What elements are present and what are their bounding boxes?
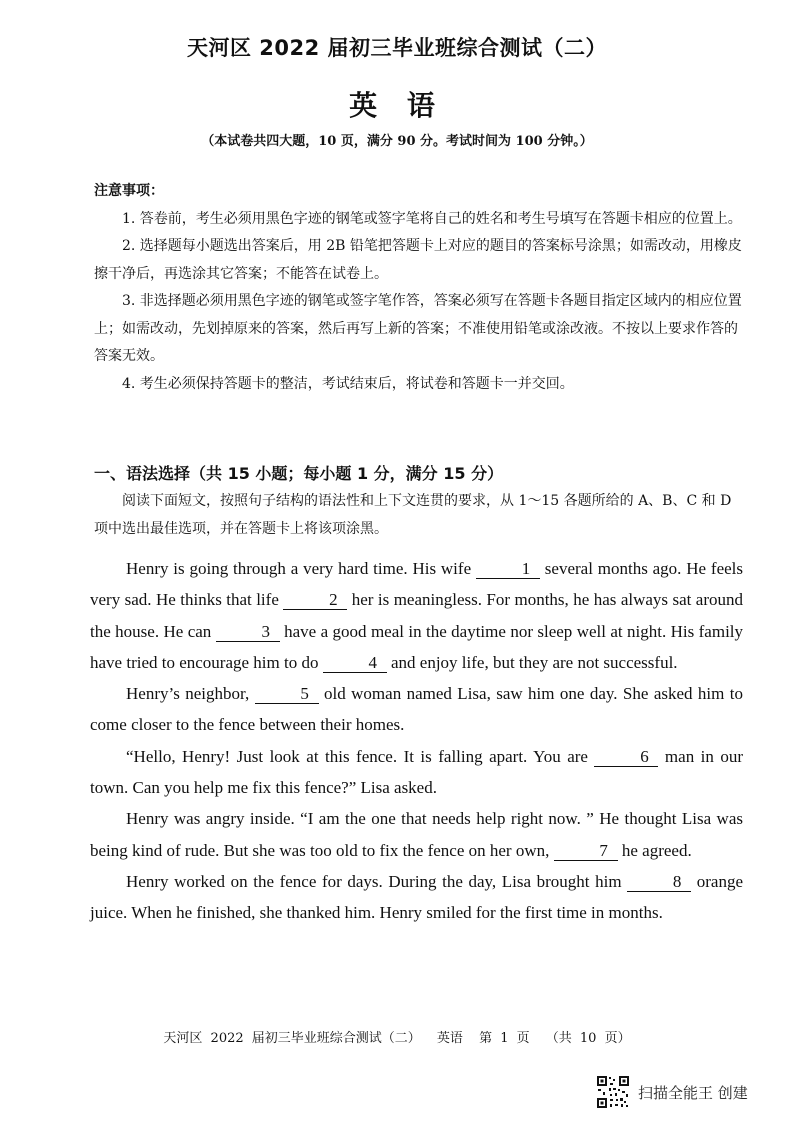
exam-info: （本试卷共四大题，10 页，满分 90 分。考试时间为 100 分钟。） <box>201 134 593 149</box>
section-title: 一、语法选择（共 15 小题；每小题 1 分，满分 15 分） <box>94 464 504 483</box>
footer-total: （共 10 页） <box>545 1031 631 1046</box>
watermark-text: 扫描全能王 创建 <box>638 1083 748 1102</box>
qr-code-icon <box>596 1075 630 1109</box>
blank-6: 6 <box>594 747 658 767</box>
passage-text: Henry worked on the fence for days. During the day, Lisa brought him <box>126 871 622 891</box>
passage-text: Henry’s neighbor, <box>126 684 250 704</box>
passage-paragraph-1 <box>90 553 743 678</box>
passage-text: and enjoy life, but they are not successful. <box>390 652 678 672</box>
page-footer <box>0 1027 794 1046</box>
passage-text: he agreed. <box>621 840 692 860</box>
notice-item-2: 2. 选择题每小题选出答案后，用 2B 铅笔把答题卡上对应的题目的答案标号涂黑；如需改动，用橡皮擦干净后，再选涂其它答案；不能答在试卷上。 <box>94 238 742 282</box>
notice-block <box>94 178 744 398</box>
blank-8: 8 <box>627 872 691 892</box>
footer-page: 第 1 页 <box>479 1031 530 1046</box>
passage-text: Henry is going through a very hard time. His wife <box>126 559 472 578</box>
passage-text: her is meaningless. For months, he has always sat around the house. He can <box>90 590 744 641</box>
blank-2: 2 <box>283 590 347 610</box>
blank-1: 1 <box>476 559 540 579</box>
blank-4: 4 <box>323 653 387 673</box>
section-instruction: 阅读下面短文，按照句子结构的语法性和上下文连贯的要求，从 1～15 各题所给的 A、B、C 和 D 项中选出最佳选项，并在答题卡上将该项涂黑。 <box>94 493 732 537</box>
passage-text: man in our town. Can you help me fix this fence?” Lisa asked. <box>90 746 744 798</box>
passage-text: have a good meal in the daytime nor sleep well at night. His family have tried to encourage him to do <box>90 621 744 672</box>
passage-text: orange juice. When he finished, she thanked him. Henry smiled for the first time in months. <box>90 871 743 923</box>
passage-paragraph-5 <box>90 866 743 929</box>
passage-paragraph-3 <box>90 741 743 804</box>
blank-3: 3 <box>216 622 280 642</box>
passage-text: “Hello, Henry! Just look at this fence. It is falling apart. You are <box>126 746 588 766</box>
notice-item-4: 4. 考生必须保持答题卡的整洁，考试结束后，将试卷和答题卡一并交回。 <box>122 375 574 392</box>
notice-title: 注意事项： <box>94 183 164 199</box>
notice-item-3: 3. 非选择题必须用黑色字迹的钢笔或签字笔作答，答案必须写在答题卡各题目指定区域内的相应位置上；如需改动，先划掉原来的答案，然后再写上新的答案；不准使用铅笔或涂改液。不按以上要求作答的答案无效。 <box>94 293 742 364</box>
exam-title: 天河区 2022 届初三毕业班综合测试（二） <box>186 36 608 60</box>
section-grammar <box>94 460 744 543</box>
passage-text: several months ago. He feels very sad. He thinks that life <box>90 559 743 610</box>
subject-heading: 英 语 <box>349 89 445 122</box>
blank-7: 7 <box>554 841 618 861</box>
scanner-watermark <box>596 1074 748 1110</box>
passage-paragraph-2 <box>90 678 743 741</box>
passage-text: Henry was angry inside. “I am the one that needs help right now. ” He thought Lisa was being kind of rude. But she was too old to fix the fence on her own, <box>90 809 743 860</box>
passage-text: old woman named Lisa, saw him one day. She asked him to come closer to the fence between their homes. <box>90 684 743 735</box>
footer-subject: 英语 <box>436 1031 463 1046</box>
footer-exam: 天河区 2022 届初三毕业班综合测试（二） <box>163 1031 421 1046</box>
notice-item-1: 1. 答卷前，考生必须用黑色字迹的钢笔或签字笔将自己的姓名和考生号填写在答题卡相应的位置上。 <box>122 210 742 227</box>
reading-passage <box>90 553 743 929</box>
blank-5: 5 <box>255 684 319 704</box>
passage-paragraph-4 <box>90 803 743 866</box>
